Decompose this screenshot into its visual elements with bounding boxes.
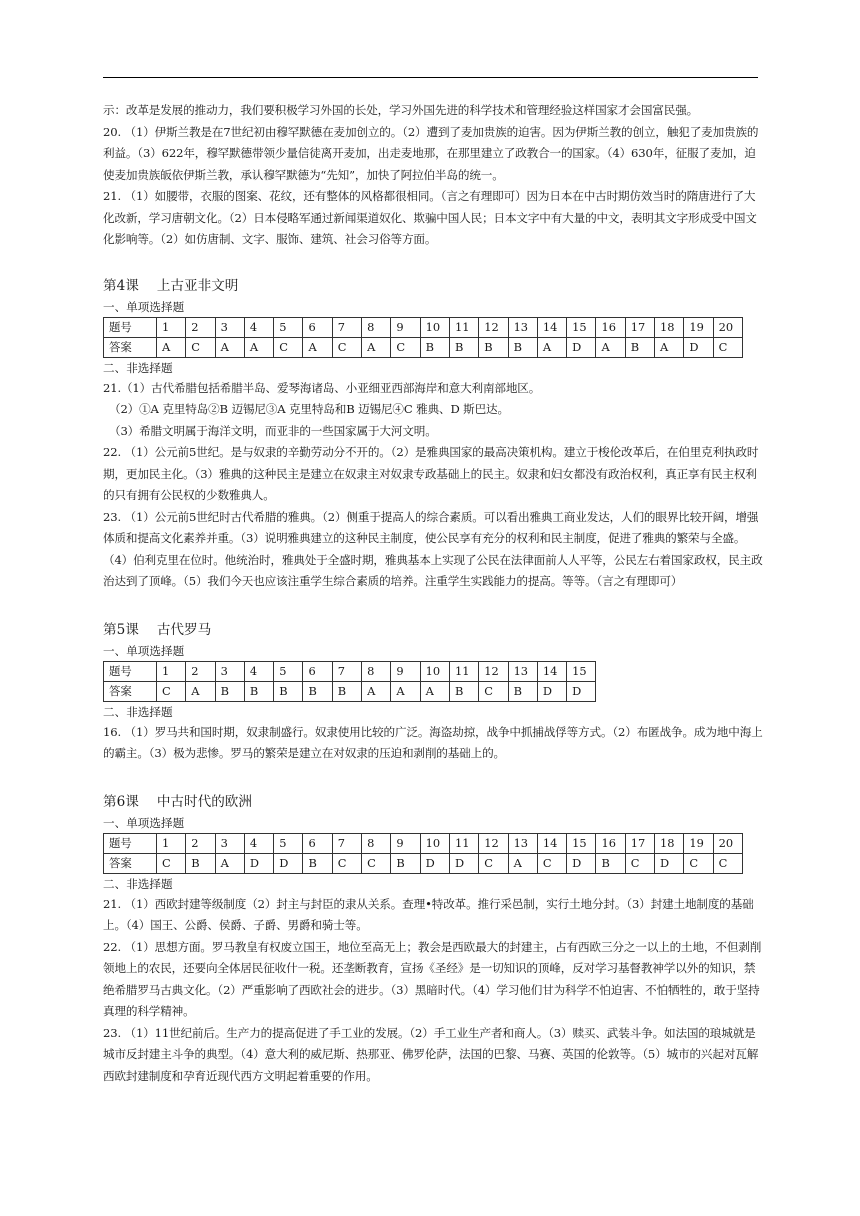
answer-cell: B	[625, 337, 654, 357]
answer-cell: A	[303, 337, 332, 357]
answer-cell: C	[332, 337, 361, 357]
answer-cell: C	[157, 853, 186, 873]
answer-cell: A	[186, 681, 215, 701]
question-number-cell: 2	[186, 317, 215, 337]
question-number-cell: 19	[684, 317, 713, 337]
question-number-cell: 17	[625, 833, 654, 853]
answer-cell: A	[244, 337, 273, 357]
answer-cell: D	[684, 337, 713, 357]
question-number-cell: 4	[244, 833, 273, 853]
row-header-cell: 答案	[104, 681, 157, 701]
question-number-cell: 6	[303, 833, 332, 853]
answer-cell: C	[479, 853, 508, 873]
question-number-cell: 13	[508, 317, 537, 337]
answer-cell: C	[362, 853, 391, 873]
answer-cell: A	[655, 337, 684, 357]
answer-cell: B	[303, 681, 332, 701]
question-number-cell: 9	[391, 661, 420, 681]
question-number-cell: 9	[391, 317, 420, 337]
row-header-cell: 题号	[104, 661, 157, 681]
row-header-cell: 题号	[104, 833, 157, 853]
question-number-cell: 2	[186, 661, 215, 681]
answer-cell: D	[274, 853, 303, 873]
question-number-cell: 7	[332, 833, 361, 853]
lesson-6-paragraph: 22. （1）思想方面。罗马教皇有权废立国王，地位至高无上；教会是西欧最大的封建主，占有西欧三分之一以上的土地，不但剥削领地上的农民，还要向全体居民征收什一税。还垄断教育，宣扬《圣经》是一切知识的顶峰，反对学习基督教神学以外的知识，禁绝希腊罗马古典文化。（2）严重影响了西欧社会的进步。（3）黑暗时代。（4）学习他们甘为科学不怕迫害、不怕牺牲的，敢于坚持真理的科学精神。	[103, 939, 762, 1018]
answer-cell: A	[596, 337, 625, 357]
answer-cell: B	[391, 853, 420, 873]
answer-cell: B	[479, 337, 508, 357]
question-number-cell: 7	[332, 661, 361, 681]
question-number-cell: 20	[713, 317, 742, 337]
answer-cell: A	[508, 853, 537, 873]
answer-cell: B	[215, 681, 244, 701]
question-number-cell: 8	[362, 317, 391, 337]
lesson-4-paragraph: 23. （1）公元前5世纪时古代希腊的雅典。（2）侧重于提高人的综合素质。可以看出雅典工商业发达，人们的眼界比较开阔，增强体质和提高文化素养并重。（3）说明雅典建立的这种民主制度，使公民享有充分的权利和民主制度，促进了雅典的繁荣与全盛。（4）伯利克里在位时。他统治时，雅典处于全盛时期，雅典基本上实现了公民在法律面前人人平等，公民左右着国家政权，民主政治达到了顶峰。（5）我们今天也应该注重学生综合素质的培养。注重学生实践能力的提高。等等。（言之有理即可）	[103, 509, 763, 588]
lesson-5-title	[103, 619, 763, 641]
question-number-cell: 3	[215, 833, 244, 853]
question-number-row	[104, 317, 743, 337]
answer-cell: B	[186, 853, 215, 873]
question-number-cell: 6	[303, 661, 332, 681]
answer-cell: C	[537, 853, 566, 873]
answer-cell: A	[157, 337, 186, 357]
question-number-cell: 6	[303, 317, 332, 337]
answer-row	[104, 681, 596, 701]
answer-table-lesson-4	[103, 317, 743, 358]
question-number-cell: 1	[157, 833, 186, 853]
lesson-4-paragraph: （3）希腊文明属于海洋文明，而亚非的一些国家属于大河文明。	[109, 423, 437, 438]
question-number-cell: 12	[479, 833, 508, 853]
question-number-cell: 18	[655, 833, 684, 853]
lesson-6-paragraph: 23. （1）11世纪前后。生产力的提高促进了手工业的发展。（2）手工业生产者和商人。（3）赎买、武装斗争。如法国的琅城就是城市反封建主斗争的典型。（4）意大利的威尼斯、热那亚、佛罗伦萨，法国的巴黎、马赛、英国的伦敦等。（5）城市的兴起对瓦解西欧封建制度和孕育近现代西方文明起着重要的作用。	[103, 1025, 759, 1083]
intro-paragraph-1: 示：改革是发展的推动力，我们要积极学习外国的长处，学习外国先进的科学技术和管理经验这样国家才会国富民强。	[103, 103, 699, 117]
single-choice-label: 一、单项选择题	[103, 299, 185, 314]
question-number-cell: 10	[420, 317, 449, 337]
question-number-cell: 15	[567, 317, 596, 337]
question-number-cell: 5	[274, 317, 303, 337]
lesson-name: 中古时代的欧洲	[156, 793, 252, 810]
lesson-4-paragraph: （2）①A 克里特岛②B 迈锡尼③A 克里特岛和B 迈锡尼④C 雅典、D 斯巴达。	[109, 402, 509, 416]
lesson-5-paragraph: 16. （1）罗马共和国时期，奴隶制盛行。奴隶使用比较的广泛。海盗劫掠，战争中抓捕战俘等方式。（2）布匿战争。成为地中海上的霸主。（3）极为悲惨。罗马的繁荣是建立在对奴隶的压迫和剥削的基础上的。	[103, 724, 763, 760]
answer-cell: B	[303, 853, 332, 873]
row-header-cell: 题号	[104, 317, 157, 337]
answer-cell: A	[537, 337, 566, 357]
question-number-cell: 15	[567, 661, 596, 681]
question-number-cell: 13	[508, 661, 537, 681]
answer-cell: C	[274, 337, 303, 357]
question-number-cell: 1	[157, 317, 186, 337]
answer-cell: C	[713, 337, 742, 357]
question-number-cell: 8	[362, 833, 391, 853]
question-number-row	[104, 661, 596, 681]
question-number-cell: 9	[391, 833, 420, 853]
lesson-6-paragraph: 21. （1）西欧封建等级制度（2）封主与封臣的隶从关系。查理•特改革。推行采邑制，实行土地分封。（3）封建土地制度的基础上。（4）国王、公爵、侯爵、子爵、男爵和骑士等。	[103, 896, 754, 932]
question-number-cell: 5	[274, 661, 303, 681]
lesson-name: 上古亚非文明	[156, 277, 239, 294]
answer-cell: A	[215, 337, 244, 357]
answer-cell: C	[713, 853, 742, 873]
question-number-cell: 11	[449, 661, 478, 681]
lesson-4-paragraph: 21.（1）古代希腊包括希腊半岛、爱琴海诸岛、小亚细亚西部海岸和意大利南部地区。	[103, 380, 541, 395]
lesson-name: 古代罗马	[156, 621, 212, 638]
lesson-4-section	[103, 275, 763, 593]
question-number-cell: 8	[362, 661, 391, 681]
question-number-cell: 15	[567, 833, 596, 853]
answer-cell: B	[449, 337, 478, 357]
question-number-cell: 11	[449, 317, 478, 337]
answer-cell: A	[215, 853, 244, 873]
answer-cell: C	[157, 681, 186, 701]
answer-document	[103, 100, 763, 1087]
question-number-row	[104, 833, 743, 853]
answer-cell: B	[332, 681, 361, 701]
question-number-cell: 19	[684, 833, 713, 853]
answer-cell: B	[274, 681, 303, 701]
header-rule	[103, 77, 758, 78]
question-number-cell: 20	[713, 833, 742, 853]
answer-cell: C	[479, 681, 508, 701]
question-number-cell: 14	[537, 317, 566, 337]
answer-row	[104, 337, 743, 357]
lesson-4-paragraph: 22. （1）公元前5世纪。是与奴隶的辛勤劳动分不开的。（2）是雅典国家的最高决策机构。建立于梭伦改革后，在伯里克利执政时期，更加民主化。（3）雅典的这种民主是建立在奴隶主对奴隶专政基础上的民主。奴隶和妇女都没有政治权利，真正享有民主权利的只有拥有公民权的少数雅典人。	[103, 445, 759, 502]
answer-cell: B	[244, 681, 273, 701]
answer-cell: B	[508, 337, 537, 357]
lesson-number: 第6课	[103, 793, 139, 810]
question-number-cell: 14	[537, 661, 566, 681]
answer-row	[104, 853, 743, 873]
question-number-cell: 13	[508, 833, 537, 853]
answer-cell: A	[362, 337, 391, 357]
question-number-cell: 10	[420, 661, 449, 681]
question-number-cell: 17	[625, 317, 654, 337]
single-choice-label: 一、单项选择题	[103, 815, 185, 830]
question-number-cell: 3	[215, 661, 244, 681]
lesson-6-title	[103, 791, 763, 813]
answer-cell: D	[567, 681, 596, 701]
answer-cell: D	[244, 853, 273, 873]
single-choice-label: 一、单项选择题	[103, 643, 185, 658]
answer-cell: D	[567, 853, 596, 873]
lesson-5-section	[103, 619, 763, 765]
answer-cell: B	[449, 681, 478, 701]
question-number-cell: 2	[186, 833, 215, 853]
answer-cell: D	[567, 337, 596, 357]
question-number-cell: 14	[537, 833, 566, 853]
answer-cell: A	[420, 681, 449, 701]
answer-cell: C	[625, 853, 654, 873]
row-header-cell: 答案	[104, 853, 157, 873]
answer-cell: B	[508, 681, 537, 701]
question-number-cell: 12	[479, 317, 508, 337]
question-number-cell: 12	[479, 661, 508, 681]
lesson-number: 第5课	[103, 621, 139, 638]
lesson-number: 第4课	[103, 277, 139, 294]
question-number-cell: 16	[596, 317, 625, 337]
answer-cell: C	[391, 337, 420, 357]
answer-table-lesson-5	[103, 661, 596, 702]
question-number-cell: 1	[157, 661, 186, 681]
answer-cell: D	[420, 853, 449, 873]
question-number-cell: 4	[244, 317, 273, 337]
question-number-cell: 7	[332, 317, 361, 337]
question-number-cell: 18	[655, 317, 684, 337]
answer-cell: B	[420, 337, 449, 357]
question-number-cell: 10	[420, 833, 449, 853]
row-header-cell: 答案	[104, 337, 157, 357]
question-number-cell: 16	[596, 833, 625, 853]
answer-cell: A	[391, 681, 420, 701]
answer-cell: D	[537, 681, 566, 701]
answer-cell: C	[332, 853, 361, 873]
non-choice-label: 二、非选择题	[103, 704, 173, 719]
question-number-cell: 3	[215, 317, 244, 337]
answer-cell: C	[186, 337, 215, 357]
answer-cell: B	[596, 853, 625, 873]
non-choice-label: 二、非选择题	[103, 876, 173, 891]
intro-paragraph-2: 20. （1）伊斯兰教是在7世纪初由穆罕默德在麦加创立的。（2）遭到了麦加贵族的迫害。因为伊斯兰教的创立，触犯了麦加贵族的利益。（3）622年，穆罕默德带领少量信徒离开麦加，出走麦地那，在那里建立了政教合一的国家。（4）630年，征服了麦加，迫使麦加贵族皈依伊斯兰教，承认穆罕默德为“先知”，加快了阿拉伯半岛的统一。	[103, 124, 759, 182]
answer-cell: D	[449, 853, 478, 873]
question-number-cell: 4	[244, 661, 273, 681]
lesson-6-section	[103, 791, 763, 1088]
answer-cell: A	[362, 681, 391, 701]
question-number-cell: 11	[449, 833, 478, 853]
question-number-cell: 5	[274, 833, 303, 853]
intro-paragraph-3: 21. （1）如腰带，衣服的图案、花纹，还有整体的风格都很相同。（言之有理即可）因为日本在中古时期仿效当时的隋唐进行了大化改新，学习唐朝文化。（2）日本侵略军通过新闻渠道奴化、欺骗中国人民；日本文字中有大量的中文，表明其文字形成受中国文化影响等。（2）如仿唐制、文字、服饰、建筑、社会习俗等方面。	[103, 189, 757, 246]
non-choice-label: 二、非选择题	[103, 360, 173, 375]
lesson-4-title	[103, 275, 763, 297]
answer-cell: C	[684, 853, 713, 873]
answer-table-lesson-6	[103, 833, 743, 874]
answer-cell: D	[655, 853, 684, 873]
